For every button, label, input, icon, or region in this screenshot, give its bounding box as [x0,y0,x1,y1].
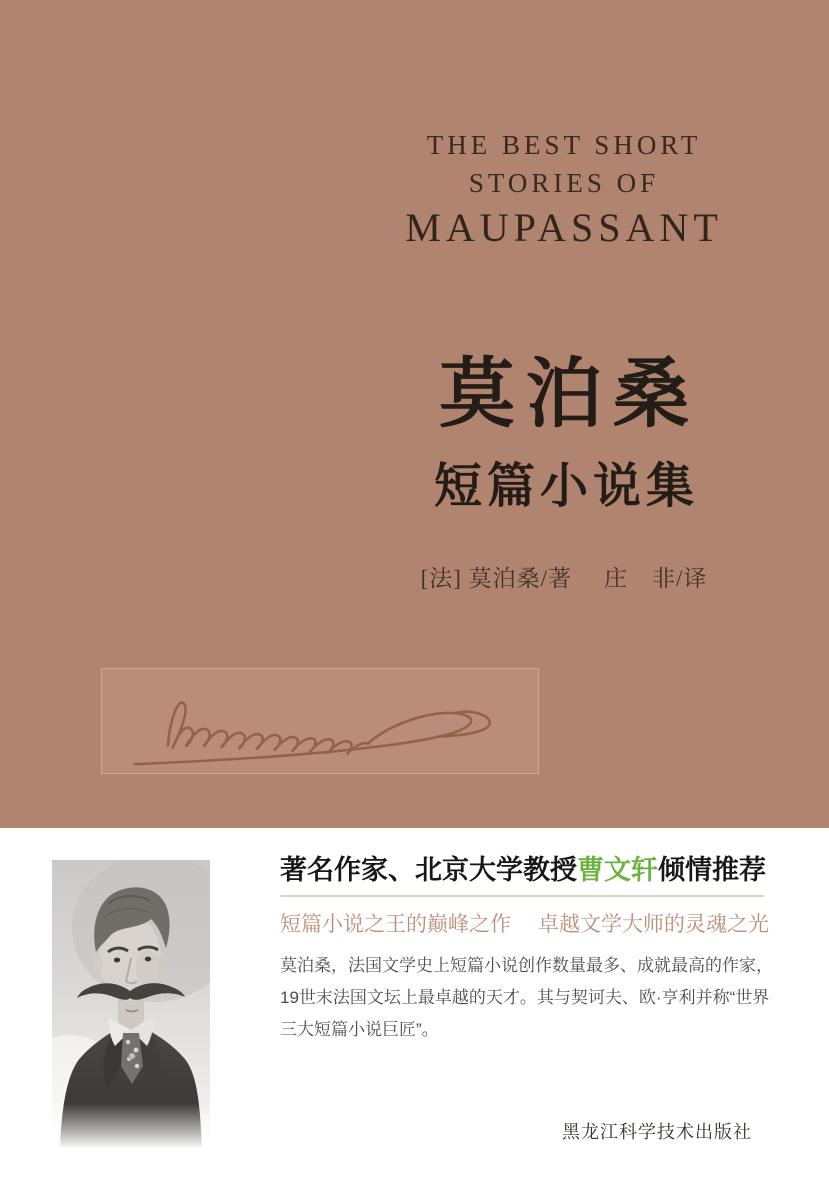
maupassant-portrait [52,860,210,1147]
author-blurb: 莫泊桑，法国文学史上短篇小说创作数量最多、成就最高的作家，19世末法国文坛上最卓越的天才。其与契诃夫、欧·亨利并称“世界三大短篇小说巨匠”。 [280,956,773,1039]
portrait-engraving [52,860,210,1147]
author-credits [300,563,828,595]
maupassant-signature-icon [102,669,538,773]
cover-bottom-panel [0,828,829,1200]
recommender-name: 曹文轩 [577,855,658,885]
english-title-line-3: MAUPASSANT [405,205,723,250]
recommendation-suffix: 倾情推荐 [658,855,766,885]
signature-panel [101,668,539,774]
translator-credit: 庄 非/译 [604,566,708,591]
tagline [280,910,800,940]
divider-line [280,895,764,897]
english-title-line-2: STORIES OF [468,168,660,198]
tagline-right: 卓越文学大师的灵魂之光 [538,913,769,936]
chinese-subtitle: 短篇小说集 [433,460,699,513]
author-credit: [法] 莫泊桑/著 [420,566,573,591]
publisher-name: 黑龙江科学技术出版社 [562,1122,752,1142]
recommendation-prefix: 著名作家、北京大学教授 [280,855,577,885]
chinese-title: 莫泊桑 [439,353,700,437]
recommendation-headline [280,853,800,887]
tagline-left: 短篇小说之王的巅峰之作 [280,913,511,936]
english-title-line-1: THE BEST SHORT [426,130,702,160]
english-title [300,126,828,252]
